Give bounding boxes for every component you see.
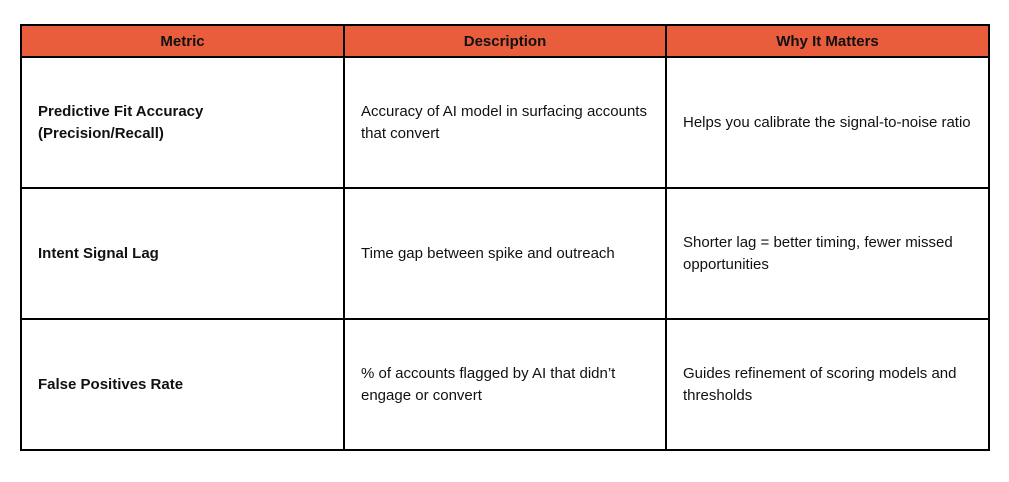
description-cell: Accuracy of AI model in surfacing accounts that convert (344, 57, 666, 188)
why-cell: Helps you calibrate the signal-to-noise ratio (666, 57, 989, 188)
metric-cell: Intent Signal Lag (21, 188, 344, 319)
header-why-it-matters: Why It Matters (666, 25, 989, 57)
description-cell: % of accounts flagged by AI that didn’t engage or convert (344, 319, 666, 450)
table-row (21, 188, 989, 319)
header-description: Description (344, 25, 666, 57)
metrics-table (20, 24, 990, 451)
table-row (21, 57, 989, 188)
header-metric: Metric (21, 25, 344, 57)
metric-cell: False Positives Rate (21, 319, 344, 450)
why-cell: Shorter lag = better timing, fewer missed opportunities (666, 188, 989, 319)
why-cell: Guides refinement of scoring models and thresholds (666, 319, 989, 450)
header-row (21, 25, 989, 57)
description-cell: Time gap between spike and outreach (344, 188, 666, 319)
metric-cell: Predictive Fit Accuracy (Precision/Recall) (21, 57, 344, 188)
table-row (21, 319, 989, 450)
